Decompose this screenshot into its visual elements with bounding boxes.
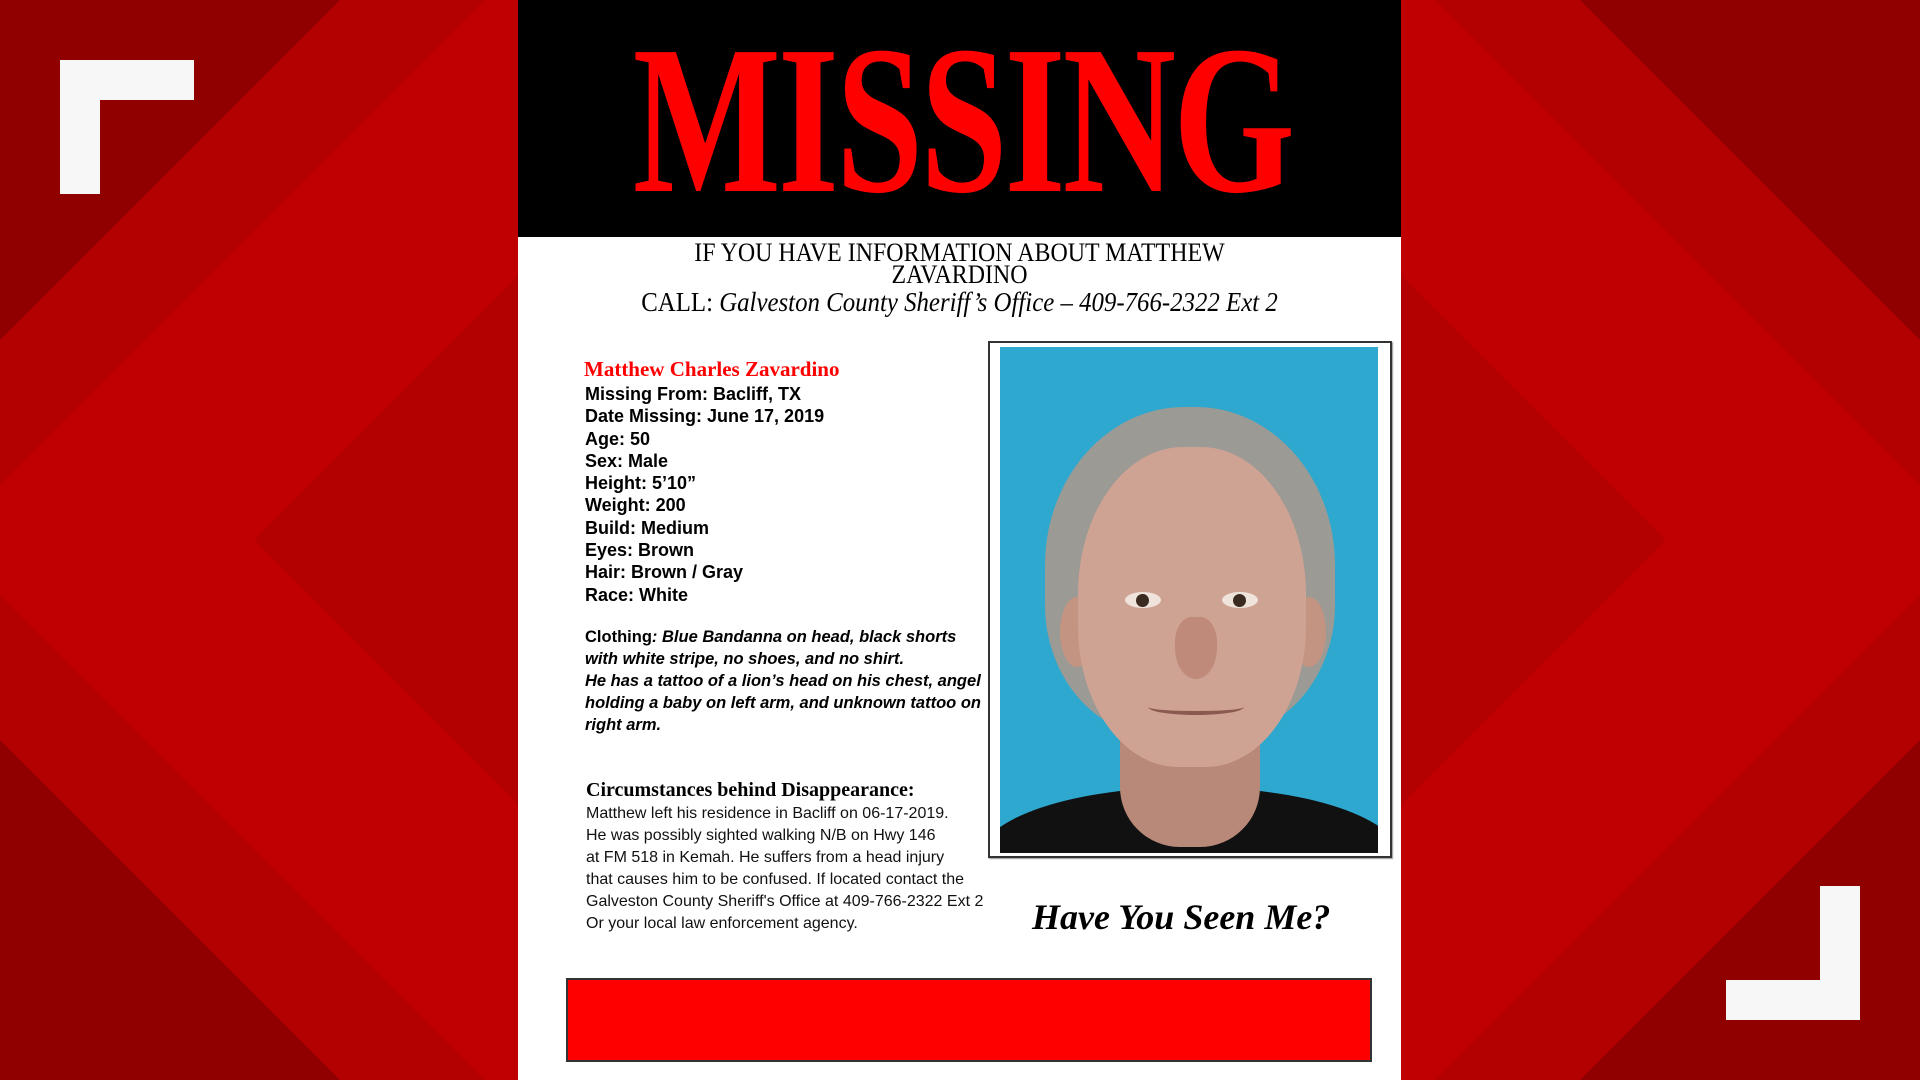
circumstances-line: Galveston County Sheriff's Office at 409-766-2322 Ext 2 xyxy=(586,893,984,910)
contact-info-block xyxy=(518,238,1401,316)
have-you-seen-me-tagline: Have You Seen Me? xyxy=(1032,897,1331,937)
detail-hair: Hair: Brown / Gray xyxy=(585,562,744,583)
circumstances-line: Or your local law enforcement agency. xyxy=(586,915,858,932)
detail-age: Age: 50 xyxy=(585,428,651,449)
photo-nose xyxy=(1175,617,1217,679)
detail-missing-from: Missing From: Bacliff, TX xyxy=(585,384,802,404)
detail-weight: Weight: 200 xyxy=(585,495,686,516)
photo-face xyxy=(1078,447,1306,767)
circumstances-line: at FM 518 in Kemah. He suffers from a head injury xyxy=(586,849,945,866)
detail-eyes: Eyes: Brown xyxy=(585,540,695,561)
info-line-2: ZAVARDINO xyxy=(891,260,1028,289)
detail-sex: Sex: Male xyxy=(585,450,669,471)
photo-mouth xyxy=(1148,699,1244,715)
photo-eye-right xyxy=(1222,592,1258,608)
tattoo-text: He has a tattoo of a lion’s head on his chest, angel holding a baby on left arm, and unknown tattoo on right arm. xyxy=(585,672,981,734)
clothing-description xyxy=(585,626,985,736)
corner-bracket-bottom-right xyxy=(1726,886,1860,1020)
photo-eye-left xyxy=(1125,592,1161,608)
missing-person-poster xyxy=(518,0,1401,1080)
footer-red-bar xyxy=(566,978,1372,1062)
bracket-arm-vertical xyxy=(1820,886,1860,1020)
detail-date-missing: Date Missing: June 17, 2019 xyxy=(585,406,825,427)
clothing-text: : Blue Bandanna on head, black shorts with white stripe, no shoes, and no shirt. xyxy=(585,628,957,668)
person-details xyxy=(585,383,824,606)
call-line xyxy=(553,288,1365,316)
detail-build: Build: Medium xyxy=(585,517,709,538)
clothing-label: Clothing xyxy=(585,628,652,646)
call-agency-phone: Galveston County Sheriff’s Office – 409-766-2322 Ext 2 xyxy=(719,287,1278,317)
photo-frame xyxy=(988,341,1392,858)
info-line-1: IF YOU HAVE INFORMATION ABOUT MATTHEW xyxy=(694,238,1225,267)
poster-header xyxy=(518,0,1401,237)
circumstances-body xyxy=(586,803,983,935)
call-label: CALL: xyxy=(641,287,713,317)
missing-title: MISSING xyxy=(632,2,1293,237)
circumstances-heading: Circumstances behind Disappearance: xyxy=(586,779,915,801)
circumstances-line: Matthew left his residence in Bacliff on 06-17-2019. xyxy=(586,805,949,822)
circumstances-line: He was possibly sighted walking N/B on Hwy 146 xyxy=(586,827,936,844)
person-name: Matthew Charles Zavardino xyxy=(584,357,840,381)
circumstances-line: that causes him to be confused. If located contact the xyxy=(586,871,965,888)
corner-bracket-top-left xyxy=(60,60,194,194)
bracket-arm-vertical xyxy=(60,60,100,194)
detail-race: Race: White xyxy=(585,584,689,605)
person-photo xyxy=(1000,347,1378,853)
detail-height: Height: 5’10” xyxy=(585,473,697,494)
